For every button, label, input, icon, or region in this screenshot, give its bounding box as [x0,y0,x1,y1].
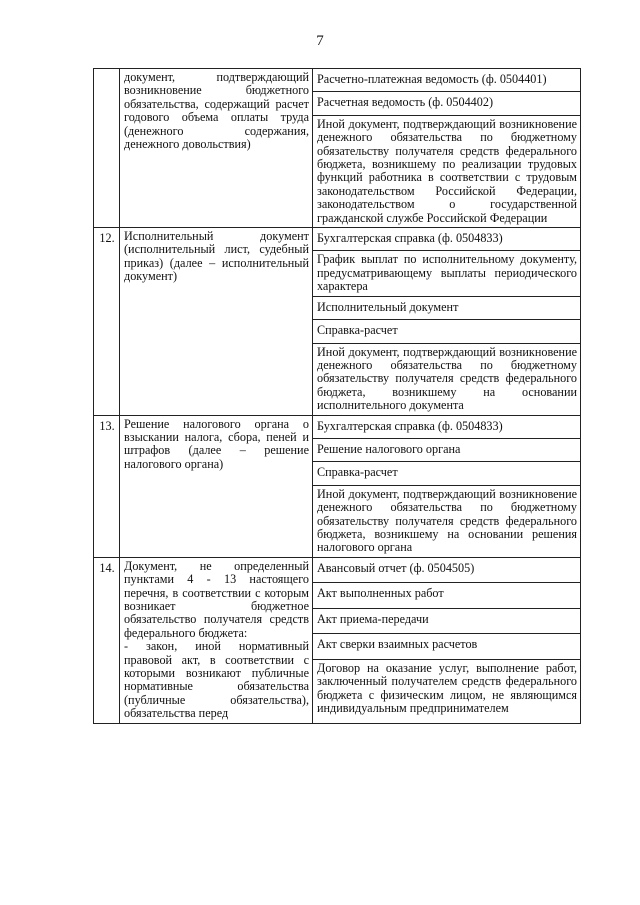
document-cell: График выплат по исполнительному документу, предусматривающему выплаты периодического характера [313,251,581,296]
row-description: документ, подтверждающий возникновение бюджетного обязательства, содержащий расчет годового объема оплаты труда (денежного содержания, денежного довольствия) [120,69,313,228]
row-description: Решение налогового органа о взыскании налога, сбора, пеней и штрафов (далее – решение налогового органа) [120,415,313,557]
document-cell: Справка-расчет [313,320,581,343]
document-cell: Акт приема-передачи [313,608,581,634]
table-row [94,415,581,438]
document-cell: Иной документ, подтверждающий возникновение денежного обязательства по бюджетному обязательству получателя средств федерального бюджета, возникшему на основании решения налогового органа [313,485,581,557]
document-cell: Иной документ, подтверждающий возникновение денежного обязательства по бюджетному обязательству получателя средств федерального бюджета, возникшему на основании исполнительного документа [313,343,581,415]
document-cell: Справка-расчет [313,462,581,485]
document-cell: Бухгалтерская справка (ф. 0504833) [313,228,581,251]
document-cell: Расчетно-платежная ведомость (ф. 0504401) [313,69,581,92]
row-number: 12. [94,228,120,415]
row-description: Документ, не определенный пунктами 4 - 13 настоящего перечня, в соответствии с которым возникает бюджетное обязательство получателя средств федерального бюджета: - закон, иной нормативный правовой акт, в соответствии с которыми возникают публичные нормативные обязательства (публичные обязательства), обязательства перед [120,557,313,723]
document-cell: Расчетная ведомость (ф. 0504402) [313,92,581,115]
row-number: 14. [94,557,120,723]
table-row [94,557,581,583]
document-cell: Иной документ, подтверждающий возникновение денежного обязательства по бюджетному обязательству получателя средств федерального бюджета, возникшему по реализации трудовых функций работника в соответствии с трудовым законодательством Российской Федерации, законодательством о государственной гражданской службе Российской Федерации [313,115,581,227]
page-number: 7 [316,33,324,49]
row-number: 13. [94,415,120,557]
document-cell: Акт выполненных работ [313,583,581,609]
document-cell: Бухгалтерская справка (ф. 0504833) [313,415,581,438]
documents-table [93,68,581,724]
row-description: Исполнительный документ (исполнительный лист, судебный приказ) (далее – исполнительный документ) [120,228,313,415]
document-cell: Акт сверки взаимных расчетов [313,634,581,660]
row-number [94,69,120,228]
table-row [94,69,581,92]
document-cell: Договор на оказание услуг, выполнение работ, заключенный получателем средств федерального бюджета с физическим лицом, не являющимся индивидуальным предпринимателем [313,659,581,723]
table-row [94,228,581,251]
document-cell: Исполнительный документ [313,296,581,319]
document-cell: Авансовый отчет (ф. 0504505) [313,557,581,583]
document-cell: Решение налогового органа [313,438,581,461]
